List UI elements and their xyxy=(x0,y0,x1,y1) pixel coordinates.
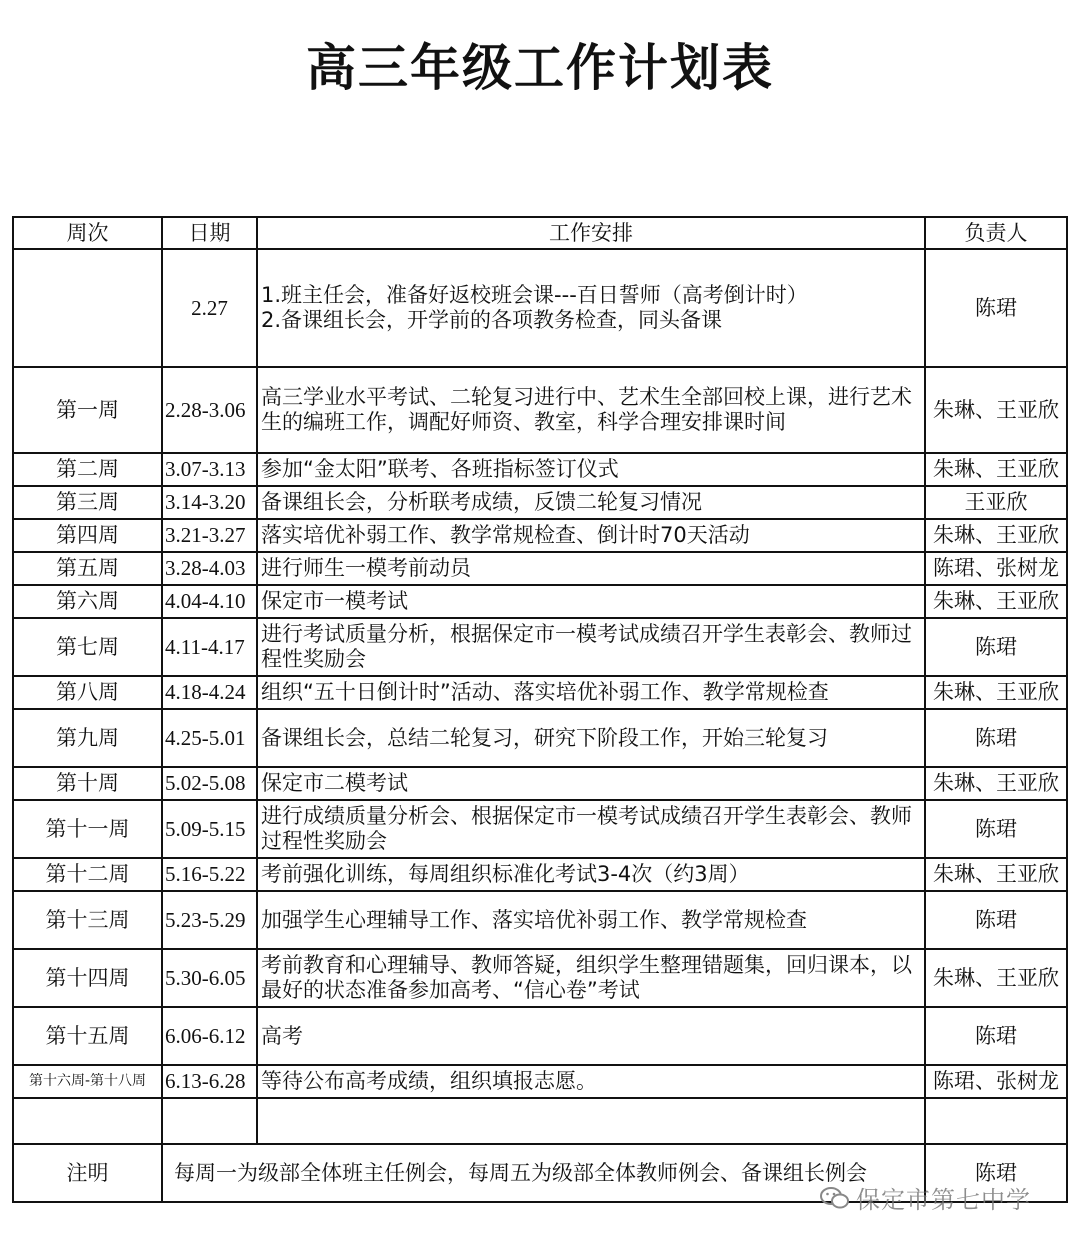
table-row xyxy=(13,486,1067,519)
row-task: 考前强化训练，每周组织标准化考试3-4次（约3周） xyxy=(257,858,925,891)
table-row xyxy=(13,453,1067,486)
table-row xyxy=(13,949,1067,1007)
row-date: 3.14-3.20 xyxy=(162,486,257,519)
row-task: 高考 xyxy=(257,1007,925,1065)
row-date: 5.30-6.05 xyxy=(162,949,257,1007)
header-date: 日期 xyxy=(162,217,257,249)
row-task: 加强学生心理辅导工作、落实培优补弱工作、教学常规检查 xyxy=(257,891,925,949)
table-header-row xyxy=(13,217,1067,249)
table-row xyxy=(13,800,1067,858)
page-title: 高三年级工作计划表 xyxy=(306,39,774,97)
work-plan-table xyxy=(12,216,1068,1203)
row-week: 第二周 xyxy=(13,453,162,486)
table-row xyxy=(13,367,1067,453)
row-date: 6.06-6.12 xyxy=(162,1007,257,1065)
row-task: 等待公布高考成绩，组织填报志愿。 xyxy=(257,1065,925,1098)
row-task: 落实培优补弱工作、教学常规检查、倒计时70天活动 xyxy=(257,519,925,552)
row-task: 备课组长会，总结二轮复习，研究下阶段工作，开始三轮复习 xyxy=(257,709,925,767)
row-date: 2.27 xyxy=(162,249,257,367)
row-task: 高三学业水平考试、二轮复习进行中、艺术生全部回校上课，进行艺术生的编班工作，调配好师资、教室，科学合理安排课时间 xyxy=(257,367,925,453)
watermark-text: 保定市第七中学 xyxy=(856,1186,1031,1214)
row-date: 4.04-4.10 xyxy=(162,585,257,618)
row-week: 第十一周 xyxy=(13,800,162,858)
row-date: 5.09-5.15 xyxy=(162,800,257,858)
note-owner: 陈珺 xyxy=(925,1144,1067,1202)
row-owner: 陈珺、张树龙 xyxy=(925,552,1067,585)
row-week: 第六周 xyxy=(13,585,162,618)
row-date: 4.25-5.01 xyxy=(162,709,257,767)
table-row xyxy=(13,552,1067,585)
row-owner: 朱琳、王亚欣 xyxy=(925,676,1067,709)
row-task: 备课组长会，分析联考成绩，反馈二轮复习情况 xyxy=(257,486,925,519)
table-row xyxy=(13,585,1067,618)
row-owner: 陈珺 xyxy=(925,249,1067,367)
row-week: 第十三周 xyxy=(13,891,162,949)
row-owner: 朱琳、王亚欣 xyxy=(925,949,1067,1007)
row-week: 第十六周-第十八周 xyxy=(13,1065,162,1098)
row-week: 第四周 xyxy=(13,519,162,552)
row-owner: 陈珺 xyxy=(925,1007,1067,1065)
row-date: 5.02-5.08 xyxy=(162,767,257,800)
row-owner xyxy=(925,1098,1067,1144)
row-date: 3.28-4.03 xyxy=(162,552,257,585)
watermark xyxy=(820,1180,1031,1215)
header-week: 周次 xyxy=(13,217,162,249)
row-task: 保定市二模考试 xyxy=(257,767,925,800)
row-week: 第八周 xyxy=(13,676,162,709)
note-text xyxy=(162,1144,925,1202)
row-task: 进行考试质量分析，根据保定市一模考试成绩召开学生表彰会、教师过程性奖励会 xyxy=(257,618,925,676)
header-owner: 负责人 xyxy=(925,217,1067,249)
row-week: 第十四周 xyxy=(13,949,162,1007)
table-row xyxy=(13,618,1067,676)
wechat-icon xyxy=(820,1186,850,1210)
row-owner: 陈珺 xyxy=(925,709,1067,767)
row-date: 2.28-3.06 xyxy=(162,367,257,453)
row-week: 第三周 xyxy=(13,486,162,519)
row-date: 3.07-3.13 xyxy=(162,453,257,486)
row-owner: 朱琳、王亚欣 xyxy=(925,453,1067,486)
header-task: 工作安排 xyxy=(257,217,925,249)
row-task: 进行成绩质量分析会、根据保定市一模考试成绩召开学生表彰会、教师过程性奖励会 xyxy=(257,800,925,858)
row-date: 5.23-5.29 xyxy=(162,891,257,949)
row-task: 组织“五十日倒计时”活动、落实培优补弱工作、教学常规检查 xyxy=(257,676,925,709)
row-task: 进行师生一模考前动员 xyxy=(257,552,925,585)
row-owner: 陈珺 xyxy=(925,618,1067,676)
table-row xyxy=(13,858,1067,891)
row-date: 6.13-6.28 xyxy=(162,1065,257,1098)
row-week: 第一周 xyxy=(13,367,162,453)
row-week: 第七周 xyxy=(13,618,162,676)
row-week: 第十二周 xyxy=(13,858,162,891)
table-row xyxy=(13,676,1067,709)
row-date: 5.16-5.22 xyxy=(162,858,257,891)
table-row xyxy=(13,1007,1067,1065)
row-task: 1.班主任会，准备好返校班会课---百日誓师（高考倒计时） 2.备课组长会，开学前的各项教务检查，同头备课 xyxy=(257,249,925,367)
table-row xyxy=(13,891,1067,949)
row-week: 第十五周 xyxy=(13,1007,162,1065)
row-date: 4.11-4.17 xyxy=(162,618,257,676)
row-owner: 朱琳、王亚欣 xyxy=(925,585,1067,618)
row-owner: 朱琳、王亚欣 xyxy=(925,367,1067,453)
row-date: 4.18-4.24 xyxy=(162,676,257,709)
row-task: 参加“金太阳”联考、各班指标签订仪式 xyxy=(257,453,925,486)
row-week: 第九周 xyxy=(13,709,162,767)
row-owner: 陈珺 xyxy=(925,891,1067,949)
row-task: 保定市一模考试 xyxy=(257,585,925,618)
table-row xyxy=(13,1065,1067,1098)
row-owner: 朱琳、王亚欣 xyxy=(925,767,1067,800)
table-row xyxy=(13,709,1067,767)
row-owner: 王亚欣 xyxy=(925,486,1067,519)
row-owner: 陈珺、张树龙 xyxy=(925,1065,1067,1098)
row-date xyxy=(162,1098,257,1144)
row-task: 考前教育和心理辅导、教师答疑，组织学生整理错题集，回归课本，以最好的状态准备参加高考、“信心卷”考试 xyxy=(257,949,925,1007)
row-owner: 朱琳、王亚欣 xyxy=(925,519,1067,552)
row-owner: 陈珺 xyxy=(925,800,1067,858)
table-row xyxy=(13,1098,1067,1144)
row-week: 第五周 xyxy=(13,552,162,585)
table-row xyxy=(13,767,1067,800)
note-label: 注明 xyxy=(13,1144,162,1202)
row-task xyxy=(257,1098,925,1144)
note-text-content: 每周一为级部全体班主任例会，每周五为级部全体教师例会、备课组长例会 xyxy=(174,1160,867,1185)
row-week xyxy=(13,249,162,367)
row-week: 第十周 xyxy=(13,767,162,800)
row-owner: 朱琳、王亚欣 xyxy=(925,858,1067,891)
table-row xyxy=(13,249,1067,367)
row-date: 3.21-3.27 xyxy=(162,519,257,552)
table-row xyxy=(13,519,1067,552)
row-week xyxy=(13,1098,162,1144)
